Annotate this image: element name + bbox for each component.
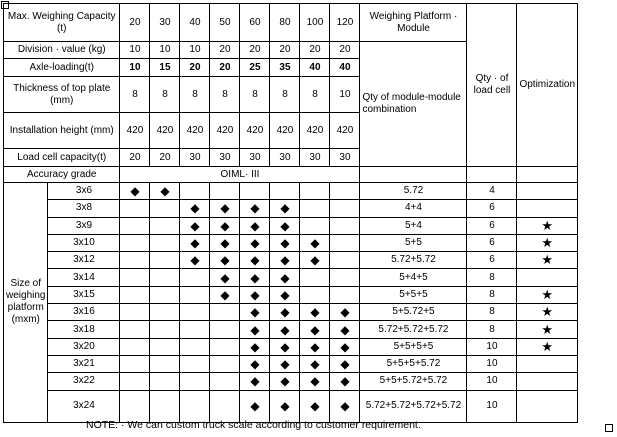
diamond-icon: ◆ bbox=[270, 234, 300, 251]
diamond-icon: ◆ bbox=[270, 390, 300, 422]
table-row bbox=[4, 167, 578, 183]
size-value: 3x12 bbox=[48, 252, 120, 269]
diamond-icon: ◆ bbox=[330, 355, 360, 372]
load-cell-qty: 6 bbox=[467, 252, 517, 269]
empty-cell bbox=[150, 304, 180, 321]
empty-cell bbox=[120, 234, 150, 251]
diamond-icon: ◆ bbox=[270, 200, 300, 217]
spec-cell: 10 bbox=[120, 42, 150, 59]
empty-cell bbox=[120, 269, 150, 286]
table-row bbox=[4, 252, 578, 269]
row-header-division: Division · value (kg) bbox=[4, 42, 120, 59]
accuracy-value: OIML· III bbox=[120, 167, 360, 183]
load-cell-qty: 8 bbox=[467, 269, 517, 286]
spec-table-container bbox=[3, 3, 578, 423]
diamond-icon: ◆ bbox=[240, 217, 270, 234]
empty-cell bbox=[120, 338, 150, 355]
diamond-icon: ◆ bbox=[240, 390, 270, 422]
diamond-icon: ◆ bbox=[300, 338, 330, 355]
combination-value: 5+5+5+5.72 bbox=[360, 355, 467, 372]
empty-cell bbox=[517, 200, 578, 217]
empty-cell bbox=[120, 321, 150, 338]
diamond-icon: ◆ bbox=[270, 373, 300, 390]
empty-cell bbox=[150, 390, 180, 422]
size-value: 3x10 bbox=[48, 234, 120, 251]
combination-value: 5+5.72+5 bbox=[360, 304, 467, 321]
table-resize-handle[interactable] bbox=[605, 424, 613, 432]
spec-cell: 25 bbox=[240, 59, 270, 77]
empty-cell bbox=[300, 183, 330, 200]
spec-cell: 20 bbox=[330, 42, 360, 59]
table-row bbox=[4, 234, 578, 251]
spec-cell: 8 bbox=[180, 77, 210, 113]
spec-cell: 420 bbox=[240, 113, 270, 149]
diamond-icon: ◆ bbox=[270, 269, 300, 286]
empty-cell bbox=[330, 200, 360, 217]
spec-cell: 80 bbox=[270, 4, 300, 42]
diamond-icon: ◆ bbox=[240, 321, 270, 338]
size-value: 3x6 bbox=[48, 183, 120, 200]
spec-cell: 420 bbox=[300, 113, 330, 149]
empty-cell bbox=[180, 183, 210, 200]
spec-cell: 420 bbox=[270, 113, 300, 149]
empty-cell bbox=[120, 304, 150, 321]
diamond-icon: ◆ bbox=[270, 338, 300, 355]
combination-value: 5.72+5.72+5.72+5.72 bbox=[360, 390, 467, 422]
diamond-icon: ◆ bbox=[120, 183, 150, 200]
empty-cell bbox=[120, 286, 150, 303]
empty-cell bbox=[180, 390, 210, 422]
size-value: 3x14 bbox=[48, 269, 120, 286]
diamond-icon: ◆ bbox=[180, 234, 210, 251]
spec-cell: 420 bbox=[180, 113, 210, 149]
empty-cell bbox=[180, 355, 210, 372]
empty-cell bbox=[210, 183, 240, 200]
spec-cell: 420 bbox=[120, 113, 150, 149]
diamond-icon: ◆ bbox=[330, 338, 360, 355]
empty-cell bbox=[120, 252, 150, 269]
diamond-icon: ◆ bbox=[300, 321, 330, 338]
empty-cell bbox=[467, 167, 517, 183]
diamond-icon: ◆ bbox=[240, 373, 270, 390]
size-value: 3x8 bbox=[48, 200, 120, 217]
table-row bbox=[4, 338, 578, 355]
size-label: Size of weighing platform (mxm) bbox=[4, 183, 48, 423]
diamond-icon: ◆ bbox=[300, 252, 330, 269]
spec-cell: 60 bbox=[240, 4, 270, 42]
load-cell-qty: 6 bbox=[467, 217, 517, 234]
empty-cell bbox=[210, 390, 240, 422]
empty-cell bbox=[210, 304, 240, 321]
spec-cell: 20 bbox=[240, 42, 270, 59]
table-row bbox=[4, 355, 578, 372]
empty-cell bbox=[210, 321, 240, 338]
spec-cell: 10 bbox=[150, 42, 180, 59]
diamond-icon: ◆ bbox=[150, 183, 180, 200]
spec-cell: 40 bbox=[300, 59, 330, 77]
combination-value: 5.72+5.72+5.72 bbox=[360, 321, 467, 338]
spec-cell: 30 bbox=[330, 149, 360, 167]
combination-value: 5+5+5+5 bbox=[360, 338, 467, 355]
diamond-icon: ◆ bbox=[180, 252, 210, 269]
empty-cell bbox=[300, 269, 330, 286]
empty-cell bbox=[517, 355, 578, 372]
spec-cell: 8 bbox=[210, 77, 240, 113]
table-row bbox=[4, 373, 578, 390]
empty-cell bbox=[360, 167, 467, 183]
load-cell-qty: 10 bbox=[467, 338, 517, 355]
empty-cell bbox=[150, 321, 180, 338]
row-header-install_height: Installation height (mm) bbox=[4, 113, 120, 149]
diamond-icon: ◆ bbox=[210, 252, 240, 269]
diamond-icon: ◆ bbox=[180, 217, 210, 234]
empty-cell bbox=[210, 355, 240, 372]
empty-cell bbox=[180, 286, 210, 303]
size-value: 3x18 bbox=[48, 321, 120, 338]
empty-cell bbox=[150, 269, 180, 286]
diamond-icon: ◆ bbox=[300, 390, 330, 422]
size-value: 3x22 bbox=[48, 373, 120, 390]
spec-cell: 8 bbox=[240, 77, 270, 113]
diamond-icon: ◆ bbox=[270, 286, 300, 303]
empty-cell bbox=[120, 373, 150, 390]
table-row bbox=[4, 200, 578, 217]
table-row bbox=[4, 286, 578, 303]
empty-cell bbox=[300, 286, 330, 303]
spec-cell: 30 bbox=[210, 149, 240, 167]
combination-value: 5.72 bbox=[360, 183, 467, 200]
spec-cell: 15 bbox=[150, 59, 180, 77]
spec-cell: 8 bbox=[300, 77, 330, 113]
empty-cell bbox=[517, 183, 578, 200]
spec-cell: 20 bbox=[180, 59, 210, 77]
diamond-icon: ◆ bbox=[270, 217, 300, 234]
empty-cell bbox=[517, 373, 578, 390]
spec-cell: 10 bbox=[330, 77, 360, 113]
size-value: 3x21 bbox=[48, 355, 120, 372]
star-icon: ★ bbox=[517, 252, 578, 269]
diamond-icon: ◆ bbox=[240, 252, 270, 269]
diamond-icon: ◆ bbox=[270, 321, 300, 338]
empty-cell bbox=[150, 200, 180, 217]
empty-cell bbox=[330, 286, 360, 303]
empty-cell bbox=[180, 304, 210, 321]
spec-cell: 30 bbox=[180, 149, 210, 167]
spec-cell: 35 bbox=[270, 59, 300, 77]
combination-value: 5+5+5 bbox=[360, 286, 467, 303]
empty-cell bbox=[330, 217, 360, 234]
spec-cell: 120 bbox=[330, 4, 360, 42]
empty-cell bbox=[180, 338, 210, 355]
empty-cell bbox=[330, 269, 360, 286]
load-cell-qty: 10 bbox=[467, 373, 517, 390]
combination-value: 4+4 bbox=[360, 200, 467, 217]
diamond-icon: ◆ bbox=[330, 321, 360, 338]
empty-cell bbox=[330, 234, 360, 251]
table-row bbox=[4, 304, 578, 321]
empty-cell bbox=[517, 390, 578, 422]
combination-value: 5+4 bbox=[360, 217, 467, 234]
spec-cell: 8 bbox=[270, 77, 300, 113]
diamond-icon: ◆ bbox=[240, 338, 270, 355]
diamond-icon: ◆ bbox=[210, 234, 240, 251]
empty-cell bbox=[210, 373, 240, 390]
empty-cell bbox=[270, 183, 300, 200]
combination-value: 5+5 bbox=[360, 234, 467, 251]
size-value: 3x9 bbox=[48, 217, 120, 234]
load-cell-qty: 10 bbox=[467, 390, 517, 422]
empty-cell bbox=[240, 183, 270, 200]
star-icon: ★ bbox=[517, 304, 578, 321]
diamond-icon: ◆ bbox=[330, 373, 360, 390]
empty-cell bbox=[517, 269, 578, 286]
empty-cell bbox=[180, 321, 210, 338]
diamond-icon: ◆ bbox=[270, 355, 300, 372]
spec-cell: 420 bbox=[210, 113, 240, 149]
empty-cell bbox=[330, 183, 360, 200]
star-icon: ★ bbox=[517, 217, 578, 234]
load-cell-qty: 8 bbox=[467, 304, 517, 321]
spec-cell: 20 bbox=[210, 42, 240, 59]
spec-cell: 100 bbox=[300, 4, 330, 42]
star-icon: ★ bbox=[517, 321, 578, 338]
spec-cell: 30 bbox=[150, 4, 180, 42]
load-cell-qty: 8 bbox=[467, 321, 517, 338]
diamond-icon: ◆ bbox=[330, 304, 360, 321]
diamond-icon: ◆ bbox=[240, 286, 270, 303]
row-header-thickness: Thickness of top plate (mm) bbox=[4, 77, 120, 113]
row-header-axle: Axle-loading(t) bbox=[4, 59, 120, 77]
diamond-icon: ◆ bbox=[180, 200, 210, 217]
empty-cell bbox=[150, 234, 180, 251]
empty-cell bbox=[150, 286, 180, 303]
size-value: 3x15 bbox=[48, 286, 120, 303]
star-icon: ★ bbox=[517, 234, 578, 251]
empty-cell bbox=[120, 217, 150, 234]
diamond-icon: ◆ bbox=[240, 269, 270, 286]
table-row bbox=[4, 321, 578, 338]
diamond-icon: ◆ bbox=[330, 390, 360, 422]
load-cell-qty: 8 bbox=[467, 286, 517, 303]
size-value: 3x16 bbox=[48, 304, 120, 321]
load-cell-qty: 4 bbox=[467, 183, 517, 200]
empty-cell bbox=[330, 252, 360, 269]
star-icon: ★ bbox=[517, 338, 578, 355]
table-row bbox=[4, 4, 578, 42]
diamond-icon: ◆ bbox=[300, 304, 330, 321]
diamond-icon: ◆ bbox=[240, 234, 270, 251]
spec-cell: 30 bbox=[270, 149, 300, 167]
empty-cell bbox=[150, 217, 180, 234]
diamond-icon: ◆ bbox=[300, 355, 330, 372]
empty-cell bbox=[517, 167, 578, 183]
footnote: NOTE: · We can custom truck scale according to customer requirement. bbox=[86, 419, 421, 431]
spec-cell: 8 bbox=[120, 77, 150, 113]
empty-cell bbox=[150, 355, 180, 372]
spec-cell: 8 bbox=[150, 77, 180, 113]
row-header-load_cell_cap: Load cell capacity(t) bbox=[4, 149, 120, 167]
optimization-header: Optimization bbox=[517, 4, 578, 167]
table-row bbox=[4, 269, 578, 286]
diamond-icon: ◆ bbox=[240, 304, 270, 321]
diamond-icon: ◆ bbox=[270, 252, 300, 269]
empty-cell bbox=[300, 200, 330, 217]
spec-table bbox=[3, 3, 578, 423]
empty-cell bbox=[150, 252, 180, 269]
combination-value: 5+5+5.72+5.72 bbox=[360, 373, 467, 390]
load-cell-qty: 6 bbox=[467, 200, 517, 217]
spec-cell: 10 bbox=[180, 42, 210, 59]
combination-value: 5+4+5 bbox=[360, 269, 467, 286]
spec-cell: 30 bbox=[300, 149, 330, 167]
row-header-max_capacity: Max. Weighing Capacity (t) bbox=[4, 4, 120, 42]
size-value: 3x24 bbox=[48, 390, 120, 422]
table-row bbox=[4, 217, 578, 234]
spec-cell: 420 bbox=[150, 113, 180, 149]
spec-cell: 20 bbox=[150, 149, 180, 167]
load-cell-qty: 10 bbox=[467, 355, 517, 372]
load-cell-qty: 6 bbox=[467, 234, 517, 251]
empty-cell bbox=[180, 373, 210, 390]
combination-value: 5.72+5.72 bbox=[360, 252, 467, 269]
empty-cell bbox=[300, 217, 330, 234]
empty-cell bbox=[210, 338, 240, 355]
spec-cell: 50 bbox=[210, 4, 240, 42]
spec-cell: 30 bbox=[240, 149, 270, 167]
table-row bbox=[4, 390, 578, 422]
star-icon: ★ bbox=[517, 286, 578, 303]
diamond-icon: ◆ bbox=[240, 200, 270, 217]
empty-cell bbox=[150, 373, 180, 390]
spec-cell: 20 bbox=[120, 4, 150, 42]
empty-cell bbox=[150, 338, 180, 355]
diamond-icon: ◆ bbox=[210, 200, 240, 217]
spec-cell: 20 bbox=[210, 59, 240, 77]
diamond-icon: ◆ bbox=[210, 286, 240, 303]
spec-cell: 10 bbox=[120, 59, 150, 77]
spec-cell: 20 bbox=[300, 42, 330, 59]
spec-cell: 20 bbox=[270, 42, 300, 59]
spec-cell: 420 bbox=[330, 113, 360, 149]
module-title: Weighing Platform · Module bbox=[360, 4, 467, 42]
diamond-icon: ◆ bbox=[210, 217, 240, 234]
spec-cell: 40 bbox=[330, 59, 360, 77]
empty-cell bbox=[120, 355, 150, 372]
accuracy-label: Accuracy grade bbox=[4, 167, 120, 183]
qty-cell-header: Qty · of load cell bbox=[467, 4, 517, 167]
table-row bbox=[4, 183, 578, 200]
diamond-icon: ◆ bbox=[270, 304, 300, 321]
diamond-icon: ◆ bbox=[300, 234, 330, 251]
diamond-icon: ◆ bbox=[300, 373, 330, 390]
diamond-icon: ◆ bbox=[210, 269, 240, 286]
spec-cell: 20 bbox=[120, 149, 150, 167]
empty-cell bbox=[120, 200, 150, 217]
diamond-icon: ◆ bbox=[240, 355, 270, 372]
empty-cell bbox=[120, 390, 150, 422]
spec-cell: 40 bbox=[180, 4, 210, 42]
empty-cell bbox=[180, 269, 210, 286]
qty-module-header: Qty of module-module combination bbox=[360, 42, 467, 167]
size-value: 3x20 bbox=[48, 338, 120, 355]
